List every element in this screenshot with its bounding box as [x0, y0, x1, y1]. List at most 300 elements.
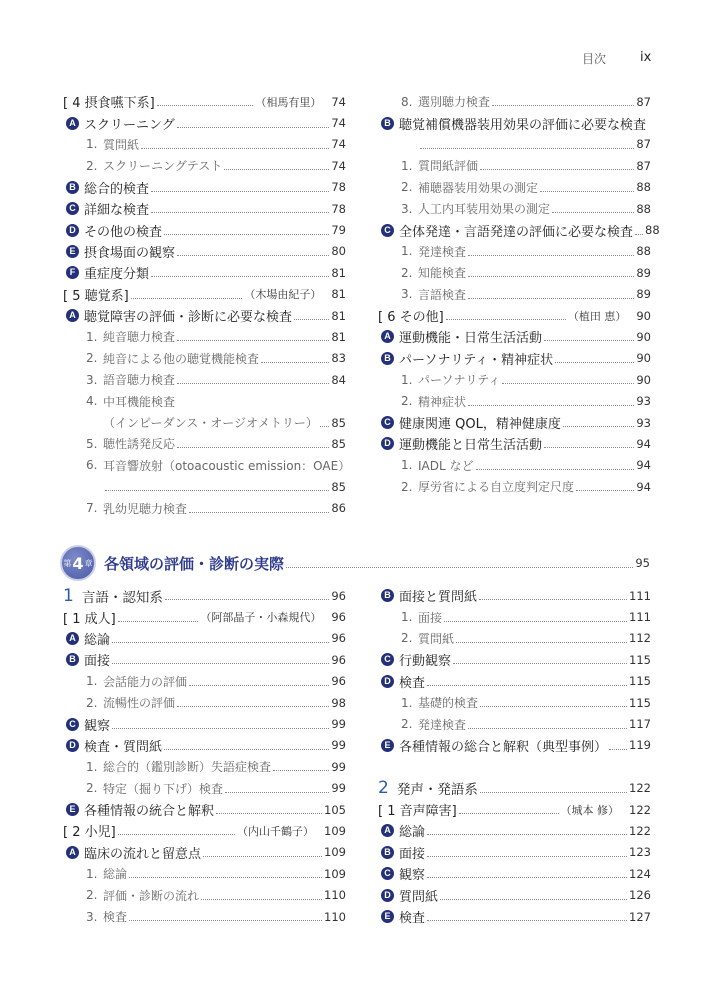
entry-page: 90: [636, 351, 651, 366]
item-number: 8.: [401, 94, 413, 109]
letter-marker-icon: D: [66, 224, 79, 237]
entry-title: 検査: [399, 911, 426, 927]
entry-label: [378, 778, 478, 798]
entry-label: [86, 350, 259, 367]
toc-entry[interactable]: [63, 284, 346, 305]
toc-entry[interactable]: [378, 369, 651, 390]
dot-leader: [112, 663, 329, 664]
toc-entry[interactable]: [63, 906, 346, 927]
entry-title: 総合的（鑑別診断）失語症検査: [103, 760, 272, 775]
entry-page: 81: [331, 329, 346, 344]
item-number: 1.: [86, 137, 98, 152]
dot-leader: [552, 212, 634, 213]
entry-label: [66, 221, 162, 240]
dot-leader: [427, 920, 627, 921]
entry-title: 検査・質問紙: [84, 739, 163, 755]
entry-page: 115: [629, 652, 651, 667]
entry-page: 96: [331, 674, 346, 689]
dot-leader: [177, 255, 329, 256]
section-number: 2: [378, 778, 389, 799]
toc-entry[interactable]: [63, 177, 346, 198]
entry-label: [86, 136, 139, 153]
toc-entry[interactable]: [63, 219, 346, 240]
entry-page: 109: [324, 866, 346, 881]
item-number: 1.: [401, 372, 413, 387]
dot-leader: [456, 642, 627, 643]
entry-title: [ 1 音声障害]: [378, 804, 457, 820]
dot-leader: [563, 426, 635, 427]
entry-title: 純音による他の聴覚機能検査: [103, 351, 260, 366]
toc-entry[interactable]: [63, 305, 346, 326]
letter-marker-icon: A: [381, 330, 394, 343]
dot-leader: [420, 148, 634, 149]
entry-title: IADL など: [418, 458, 474, 473]
entry-page: 93: [636, 394, 651, 409]
toc-column-upper-left: [63, 91, 351, 519]
toc-entry[interactable]: [378, 284, 651, 305]
entry-page: 99: [331, 717, 346, 732]
entry-title: 総合的検査: [84, 181, 150, 197]
entry-title: 流暢性の評価: [103, 696, 176, 711]
entry-label: [86, 865, 127, 882]
dot-leader: [189, 512, 329, 513]
toc-entry[interactable]: [378, 219, 660, 240]
dot-leader: [468, 405, 634, 406]
entry-title: 耳音響放射（otoacoustic emission：OAE）: [103, 458, 351, 473]
dot-leader: [129, 920, 322, 921]
entry-page: 94: [636, 458, 651, 473]
entry-author: （阿部晶子・小森規代）: [200, 611, 322, 625]
toc-entry[interactable]: [63, 585, 346, 606]
item-number: 2.: [86, 781, 98, 796]
dot-leader: [129, 877, 322, 878]
item-number: 2.: [401, 717, 413, 732]
toc-entry[interactable]: [63, 326, 346, 347]
item-number: 2.: [401, 394, 413, 409]
toc-entry[interactable]: [63, 390, 346, 411]
toc-entry: [378, 756, 651, 777]
toc-entry[interactable]: [378, 713, 651, 734]
toc-entry[interactable]: [63, 241, 346, 262]
toc-entry[interactable]: [378, 455, 651, 476]
letter-marker-icon: C: [66, 718, 79, 731]
entry-title: 行動観察: [399, 654, 452, 670]
item-number: 1.: [86, 674, 98, 689]
entry-label: [401, 200, 550, 217]
entry-page: 112: [629, 631, 651, 646]
entry-title: 詳細な検査: [84, 203, 150, 219]
toc-entry[interactable]: [63, 628, 346, 649]
entry-title: 特定（掘り下げ）検査: [103, 781, 224, 796]
dot-leader: [444, 621, 627, 622]
entry-label: [378, 306, 444, 325]
entry-label: [401, 157, 478, 174]
entry-page: 96: [331, 631, 346, 646]
chapter-suffix: 章: [84, 558, 93, 568]
toc-entry[interactable]: [63, 735, 346, 756]
entry-label: [401, 630, 454, 647]
entry-label: [66, 650, 110, 669]
entry-author: （城本 修）: [560, 803, 620, 817]
item-number: 2.: [86, 695, 98, 710]
entry-page: 78: [331, 201, 346, 216]
toc-entry[interactable]: [63, 198, 346, 219]
entry-title: 摂食場面の観察: [84, 245, 176, 261]
entry-page: 122: [629, 781, 651, 796]
entry-label: [381, 736, 607, 755]
toc-entry[interactable]: [63, 671, 346, 692]
entry-title: 総論: [103, 867, 128, 882]
dot-leader: [225, 792, 329, 793]
entry-label: [86, 500, 187, 517]
entry-title: パーソナリティ: [418, 373, 501, 388]
entry-label: [66, 843, 201, 862]
item-number: 6.: [86, 458, 98, 473]
letter-marker-icon: E: [66, 803, 79, 816]
entry-page: 78: [331, 180, 346, 195]
toc-entry[interactable]: [63, 455, 351, 476]
dot-leader: [544, 447, 634, 448]
item-number: 3.: [401, 201, 413, 216]
toc-entry[interactable]: [378, 606, 651, 627]
letter-marker-icon: A: [66, 632, 79, 645]
dot-leader: [427, 685, 627, 686]
entry-title: 質問紙: [103, 137, 140, 152]
entry-page: 122: [629, 823, 651, 838]
toc-entry[interactable]: [378, 692, 651, 713]
toc-entry[interactable]: [378, 649, 651, 670]
toc-entry[interactable]: [63, 91, 346, 112]
toc-entry[interactable]: [378, 820, 651, 841]
chapter-prefix: 第: [63, 558, 72, 568]
dot-leader: [177, 340, 329, 341]
entry-label: [86, 328, 175, 345]
entry-label: [63, 92, 155, 111]
toc-entry[interactable]: [378, 390, 651, 411]
dot-leader: [164, 234, 329, 235]
entry-label: [401, 393, 466, 410]
dot-leader: [446, 319, 566, 320]
toc-entry[interactable]: [63, 134, 346, 155]
chapter-badge: [60, 545, 96, 581]
entry-label: [381, 434, 542, 453]
entry-label: [66, 715, 110, 734]
dot-leader: [468, 298, 634, 299]
entry-title: 言語・認知系: [81, 589, 163, 606]
letter-marker-icon: B: [66, 653, 79, 666]
toc-entry[interactable]: [63, 884, 346, 905]
toc-entry[interactable]: [378, 112, 651, 133]
entry-title: 各種情報の統合と解釈: [84, 804, 215, 820]
toc-entry[interactable]: [378, 884, 651, 905]
entry-page: 110: [324, 909, 346, 924]
entry-title: 質問紙評価: [418, 159, 479, 174]
toc-entry[interactable]: [378, 326, 651, 347]
entry-label: [86, 393, 175, 410]
toc-entry[interactable]: [63, 112, 346, 133]
toc-entry[interactable]: [378, 842, 651, 863]
dot-leader: [427, 877, 627, 878]
item-number: 2.: [401, 631, 413, 646]
toc-entry[interactable]: [378, 433, 651, 454]
entry-label: [381, 413, 561, 432]
entry-title: 厚労省による自立度判定尺度: [418, 480, 575, 495]
toc-column-lower-right: [378, 585, 651, 927]
entry-title: 検査: [103, 910, 128, 925]
item-number: 1.: [86, 759, 98, 774]
item-number: 3.: [86, 909, 98, 924]
page-number: ix: [640, 50, 652, 65]
dot-leader: [118, 621, 199, 622]
toc-entry[interactable]: [63, 606, 346, 627]
toc-entry[interactable]: [63, 778, 346, 799]
dot-leader: [440, 899, 627, 900]
entry-title: [ 2 小児]: [63, 825, 116, 841]
entry-page: 127: [629, 909, 651, 924]
toc-entry[interactable]: [378, 305, 651, 326]
entry-label: [66, 178, 149, 197]
entry-label: [401, 371, 500, 388]
dot-leader: [201, 899, 322, 900]
entry-label: [66, 114, 175, 133]
toc-entry[interactable]: [378, 628, 651, 649]
letter-marker-icon: B: [381, 846, 394, 859]
entry-title: 人工内耳装用効果の測定: [418, 202, 551, 217]
toc-entry[interactable]: [378, 906, 651, 927]
dot-leader: [151, 276, 329, 277]
entry-page: 105: [324, 802, 346, 817]
entry-title: 面接: [84, 654, 111, 670]
toc-entry[interactable]: [378, 585, 651, 606]
entry-page: 90: [636, 329, 651, 344]
toc-entry[interactable]: [378, 476, 651, 497]
dot-leader: [609, 749, 627, 750]
entry-title: 検査: [399, 675, 426, 691]
toc-entry[interactable]: [63, 155, 346, 176]
entry-page: 119: [629, 738, 651, 753]
item-number: 2.: [86, 158, 98, 173]
entry-title: 選別聴力検査: [418, 95, 491, 110]
entry-label: [381, 821, 425, 840]
entry-label: [86, 908, 127, 925]
dot-leader: [118, 834, 235, 835]
toc-entry[interactable]: [378, 778, 651, 799]
toc-entry[interactable]: [378, 412, 651, 433]
item-number: 1.: [401, 458, 413, 473]
letter-marker-icon: C: [381, 224, 394, 237]
entry-page: 85: [331, 436, 346, 451]
entry-page: 89: [636, 287, 651, 302]
entry-page: 79: [331, 223, 346, 238]
item-number: 3.: [86, 372, 98, 387]
entry-title: 面接: [418, 610, 443, 625]
chapter-heading[interactable]: [60, 547, 650, 579]
entry-page: 94: [636, 436, 651, 451]
entry-title: 質問紙: [418, 631, 455, 646]
toc-entry[interactable]: [378, 799, 651, 820]
dot-leader: [141, 148, 329, 149]
toc-entry[interactable]: [378, 134, 651, 155]
entry-page: 80: [331, 244, 346, 259]
entry-label: [381, 114, 646, 133]
item-number: 5.: [86, 436, 98, 451]
entry-page: 93: [636, 415, 651, 430]
chapter-number: 4: [72, 553, 84, 573]
entry-label: [381, 650, 451, 669]
letter-marker-icon: B: [381, 352, 394, 365]
letter-marker-icon: A: [66, 846, 79, 859]
entry-label: [378, 800, 457, 819]
dot-leader: [203, 856, 322, 857]
dot-leader: [112, 642, 329, 643]
entry-title: 語音聴力検査: [103, 373, 176, 388]
dot-leader: [216, 813, 322, 814]
letter-marker-icon: E: [66, 245, 79, 258]
entry-label: [401, 694, 478, 711]
dot-leader: [105, 490, 329, 491]
entry-page: 111: [629, 588, 651, 603]
dot-leader: [177, 383, 329, 384]
entry-label: [63, 586, 163, 606]
entry-label: [401, 93, 490, 110]
entry-page: 89: [636, 265, 651, 280]
toc-entry[interactable]: [63, 842, 346, 863]
entry-page: 88: [636, 180, 651, 195]
item-number: 2.: [86, 351, 98, 366]
entry-label: [401, 243, 466, 260]
toc-entry[interactable]: [63, 649, 346, 670]
entry-page: 85: [331, 415, 346, 430]
entry-label: [381, 672, 425, 691]
toc-entry[interactable]: [63, 412, 346, 433]
letter-marker-icon: A: [66, 117, 79, 130]
entry-page: 81: [331, 308, 346, 323]
entry-title: 質問紙: [399, 889, 439, 905]
entry-label: [401, 286, 466, 303]
entry-author: （植田 恵）: [567, 309, 627, 323]
item-number: 4.: [86, 394, 98, 409]
chapter-page: 95: [635, 556, 650, 570]
dot-leader: [468, 728, 627, 729]
entry-title: （インピーダンス・オージオメトリー）: [103, 416, 318, 431]
item-number: 3.: [401, 287, 413, 302]
entry-title: 評価・診断の流れ: [103, 888, 200, 903]
item-number: 2.: [401, 180, 413, 195]
entry-title: [ 4 摂食嚥下系]: [63, 96, 155, 112]
entry-title: 知能検査: [418, 266, 467, 281]
entry-author: （相馬有里）: [255, 95, 322, 109]
dot-leader: [468, 255, 634, 256]
dot-leader: [492, 105, 634, 106]
entry-page: 74: [331, 137, 346, 152]
item-number: 7.: [86, 501, 98, 516]
toc-entry[interactable]: [63, 262, 346, 283]
dot-leader: [427, 856, 627, 857]
entry-label: [401, 457, 474, 474]
entry-page: 81: [331, 265, 346, 280]
entry-title: 精神症状: [418, 394, 467, 409]
toc-entry[interactable]: [63, 863, 346, 884]
dot-leader: [459, 813, 559, 814]
dot-leader: [286, 567, 633, 568]
letter-marker-icon: A: [66, 309, 79, 322]
entry-title: 会話能力の評価: [103, 674, 188, 689]
entry-label: [66, 263, 149, 282]
toc-entry[interactable]: [63, 799, 346, 820]
entry-title: 各種情報の総合と解釈（典型事例）: [399, 739, 608, 755]
dot-leader: [540, 191, 634, 192]
toc-entry[interactable]: [378, 155, 651, 176]
dot-leader: [635, 234, 643, 235]
entry-label: [66, 306, 292, 325]
toc-entry[interactable]: [378, 735, 651, 756]
toc-entry[interactable]: [63, 756, 346, 777]
entry-title: 言語検査: [418, 287, 467, 302]
toc-entry[interactable]: [378, 863, 651, 884]
dot-leader: [576, 490, 634, 491]
toc-entry[interactable]: [63, 497, 346, 518]
entry-label: [86, 157, 222, 174]
item-number: 1.: [401, 695, 413, 710]
entry-label: [63, 821, 116, 840]
toc-entry[interactable]: [378, 671, 651, 692]
toc-entry[interactable]: [63, 369, 346, 390]
toc-entry[interactable]: [63, 713, 346, 734]
toc-entry[interactable]: [63, 692, 346, 713]
entry-page: 126: [629, 888, 651, 903]
entry-page: 81: [331, 287, 346, 302]
toc-entry[interactable]: [63, 348, 346, 369]
toc-entry[interactable]: [378, 262, 651, 283]
entry-title: 面接: [399, 846, 426, 862]
entry-page: 99: [331, 781, 346, 796]
toc-entry[interactable]: [378, 241, 651, 262]
letter-marker-icon: E: [381, 910, 394, 923]
dot-leader: [189, 685, 329, 686]
toc-entry[interactable]: [378, 198, 651, 219]
entry-label: [381, 327, 542, 346]
toc-entry[interactable]: [378, 177, 651, 198]
toc-entry[interactable]: [378, 91, 651, 112]
entry-title: [ 1 成人]: [63, 611, 116, 627]
entry-page: 115: [629, 695, 651, 710]
letter-marker-icon: B: [66, 181, 79, 194]
dot-leader: [480, 792, 627, 793]
dot-leader: [261, 362, 329, 363]
toc-entry[interactable]: [378, 348, 651, 369]
dot-leader: [480, 706, 627, 707]
entry-title: 発声・発語系: [396, 782, 478, 799]
entry-page: 83: [331, 351, 346, 366]
entry-page: 109: [324, 845, 346, 860]
toc-entry[interactable]: [63, 433, 346, 454]
entry-page: 85: [331, 479, 346, 494]
letter-marker-icon: C: [381, 416, 394, 429]
entry-page: 86: [331, 501, 346, 516]
toc-entry[interactable]: [63, 476, 346, 497]
toc-entry[interactable]: [63, 820, 346, 841]
entry-title: スクリーニングテスト: [103, 159, 223, 174]
letter-marker-icon: B: [381, 589, 394, 602]
entry-page: 88: [636, 244, 651, 259]
item-number: 1.: [401, 244, 413, 259]
entry-label: [381, 349, 553, 368]
dot-leader: [294, 319, 329, 320]
entry-label: [381, 586, 477, 605]
entry-page: 117: [629, 717, 651, 732]
dot-leader: [468, 276, 634, 277]
entry-label: [103, 414, 318, 431]
